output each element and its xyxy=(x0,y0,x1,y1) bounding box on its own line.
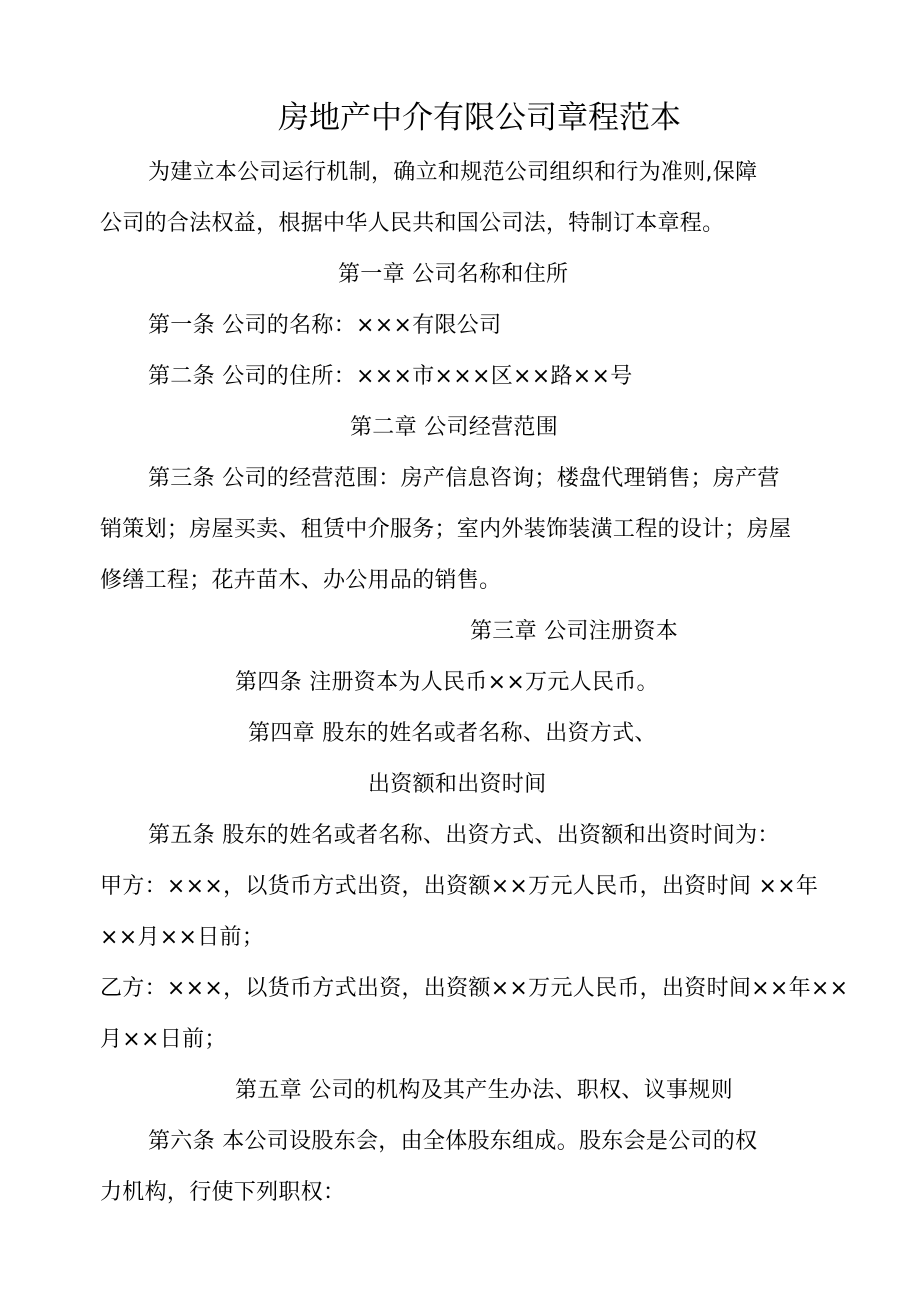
party-a-line-2: ××月××日前； xyxy=(100,925,265,950)
article-2: 第二条 公司的住所：×××市×××区××路××号 xyxy=(148,364,633,389)
chapter-1-heading: 第一章 公司名称和住所 xyxy=(338,262,569,287)
preamble-line-2: 公司的合法权益，根据中华人民共和国公司法，特制订本章程。 xyxy=(100,211,725,236)
party-b-line-1: 乙方：×××，以货币方式出资，出资额××万元人民币，出资时间××年×× xyxy=(100,976,849,1001)
article-6-line-1: 第六条 本公司设股东会，由全体股东组成。股东会是公司的权 xyxy=(148,1129,758,1154)
chapter-4-heading-line-1: 第四章 股东的姓名或者名称、出资方式、 xyxy=(248,721,657,746)
party-b-line-2: 月××日前； xyxy=(100,1027,227,1052)
article-5: 第五条 股东的姓名或者名称、出资方式、出资额和出资时间为： xyxy=(148,823,780,848)
article-3-line-2: 销策划；房屋买卖、租赁中介服务；室内外装饰装潢工程的设计；房屋 xyxy=(100,517,792,542)
preamble-line-1: 为建立本公司运行机制，确立和规范公司组织和行为准则,保障 xyxy=(148,160,758,185)
party-a-line-1: 甲方：×××，以货币方式出资，出资额××万元人民币，出资时间 ××年 xyxy=(100,874,819,899)
article-3-line-1: 第三条 公司的经营范围：房产信息咨询；楼盘代理销售；房产营 xyxy=(148,466,780,491)
document-page: 房地产中介有限公司章程范本 为建立本公司运行机制，确立和规范公司组织和行为准则,保障 公司的合法权益，根据中华人民共和国公司法，特制订本章程。 第一章 公司名称和住所 第一条 公司的名称：×××有限公司 第二条 公司的住所：×××市×××区××路××号 第二章 公司经营范围 第三条 公司的经营范围：房产信息咨询；楼盘代理销售；房产营 销策划；房屋买卖、租赁中介服务；室内外装饰装潢工程的设计；房屋 修缮工程；花卉苗木、办公用品的销售。 第三章 公司注册资本 第四条 注册资本为人民币××万元人民币。 第四章 股东的姓名或者名称、出资方式、 出资额和出资时间 第五条 股东的姓名或者名称、出资方式、出资额和出资时间为： 甲方：×××，以货币方式出资，出资额××万元人民币，出资时间 ××年 ××月××日前； 乙方：×××，以货币方式出资，出资额××万元人民币，出资时间××年×× 月××日前； 第五章 公司的机构及其产生办法、职权、议事规则 第六条 本公司设股东会，由全体股东组成。股东会是公司的权 力机构，行使下列职权： xyxy=(0,0,920,1302)
article-3-line-3: 修缮工程；花卉苗木、办公用品的销售。 xyxy=(100,568,502,593)
article-6-line-2: 力机构，行使下列职权： xyxy=(100,1180,346,1205)
article-1: 第一条 公司的名称：×××有限公司 xyxy=(148,313,502,338)
chapter-2-heading: 第二章 公司经营范围 xyxy=(350,415,558,440)
article-4: 第四条 注册资本为人民币××万元人民币。 xyxy=(235,670,659,695)
chapter-4-heading-line-2: 出资额和出资时间 xyxy=(368,772,547,797)
chapter-5-heading: 第五章 公司的机构及其产生办法、职权、议事规则 xyxy=(235,1078,733,1103)
chapter-3-heading: 第三章 公司注册资本 xyxy=(470,619,678,644)
